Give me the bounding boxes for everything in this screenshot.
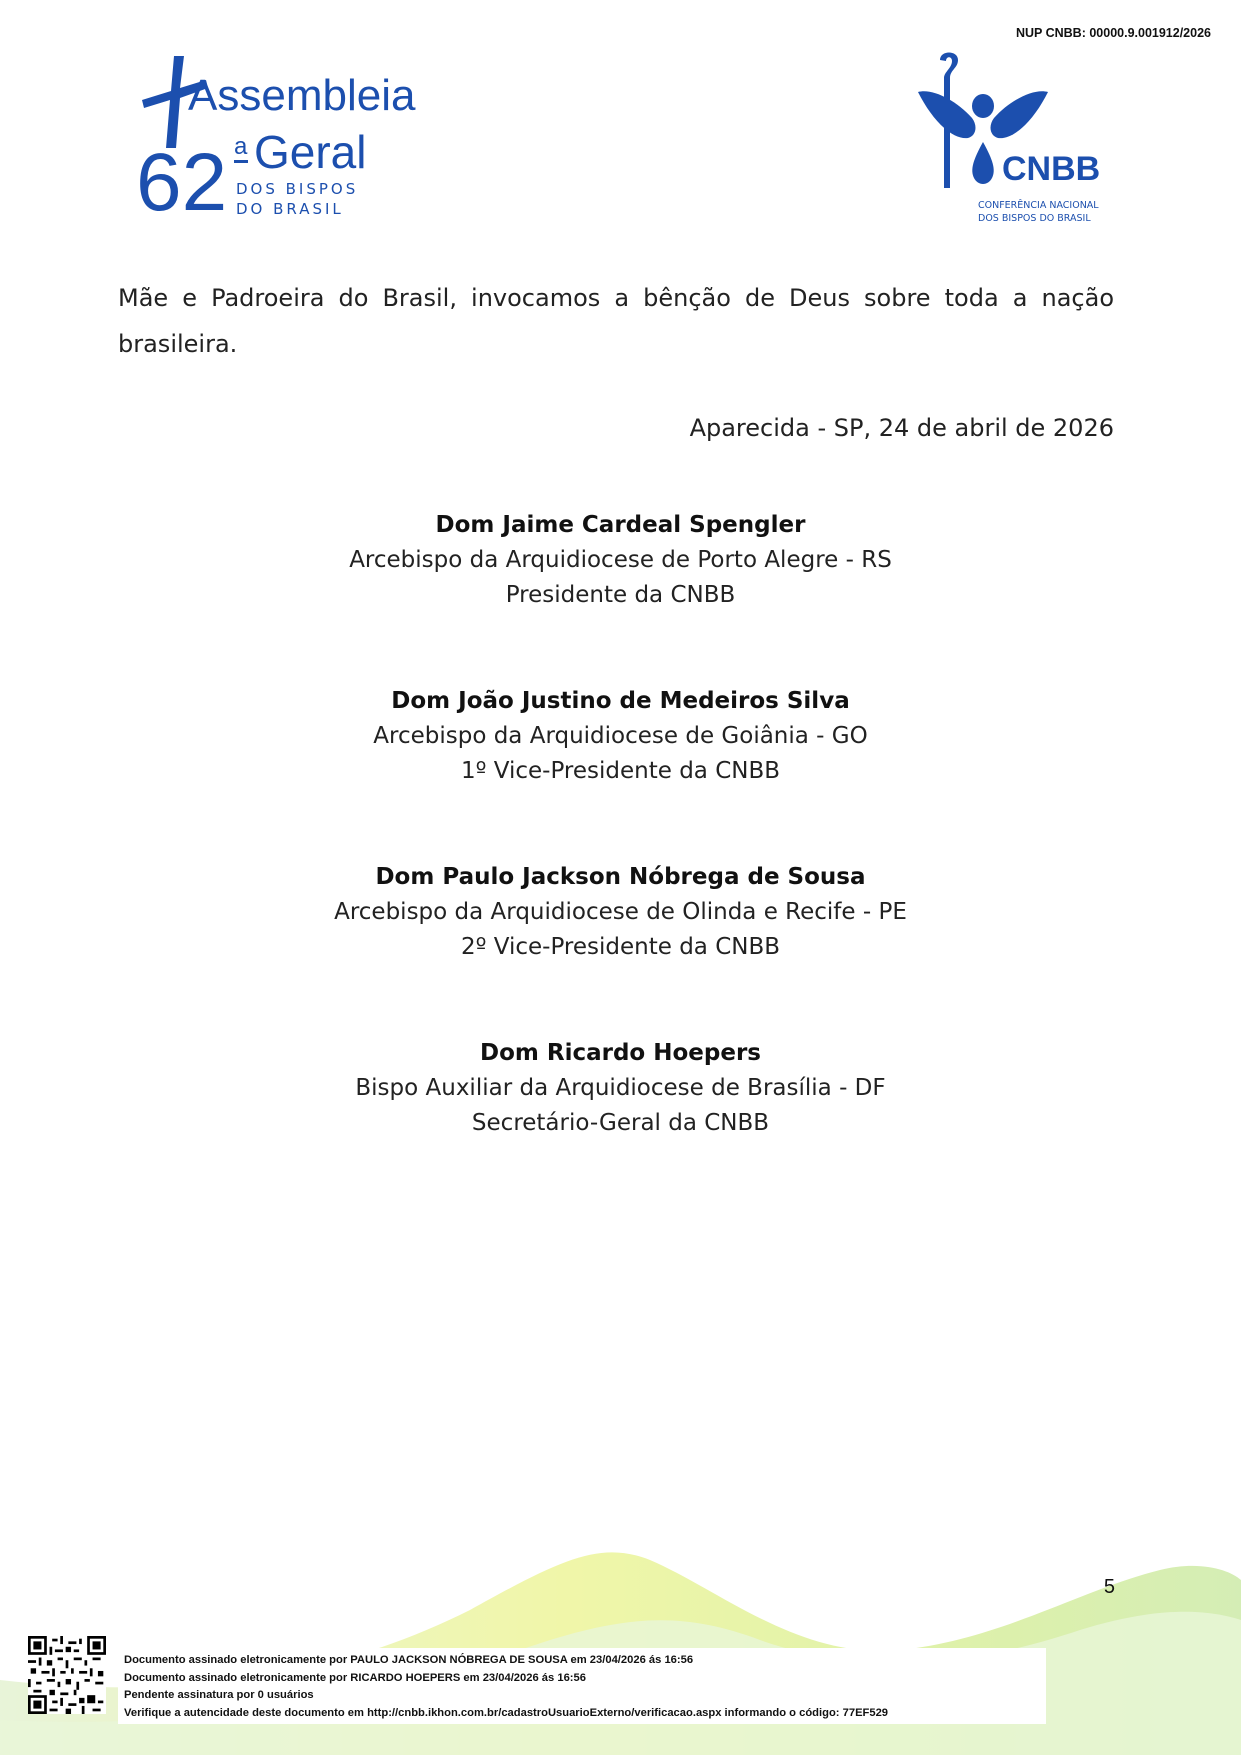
signer-name: Dom João Justino de Medeiros Silva [391, 688, 850, 714]
signature-block [0, 1036, 1241, 1141]
signer-name: Dom Paulo Jackson Nóbrega de Sousa [375, 864, 866, 890]
signer-role: Bispo Auxiliar da Arquidiocese de Brasília - DF [355, 1075, 886, 1101]
signer-title: 2º Vice-Presidente da CNBB [460, 934, 781, 960]
footer-line-signed-ricardo: Documento assinado eletronicamente por RICARDO HOEPERS em 23/04/2026 ás 16:56 [124, 1671, 586, 1684]
signature-block [0, 860, 1241, 965]
signer-name: Dom Ricardo Hoepers [480, 1040, 761, 1066]
signer-role: Arcebispo da Arquidiocese de Porto Alegre - RS [349, 547, 892, 573]
page-number: 5 [1103, 1576, 1115, 1598]
logo-text-geral: Geral [254, 126, 367, 178]
logo-text-assembleia: Assembleia [188, 71, 416, 120]
signature-block [0, 508, 1241, 613]
signer-name: Dom Jaime Cardeal Spengler [435, 512, 806, 538]
assembleia-logo [136, 48, 456, 228]
footer-line-signed-paulo: Documento assinado eletronicamente por PAULO JACKSON NÓBREGA DE SOUSA em 23/04/2026 ás 16:56 [124, 1654, 694, 1666]
logo-text-conferencia: CONFERÊNCIA NACIONAL [978, 200, 1099, 211]
footer-line-verify[interactable]: Verifique a autencidade deste documento em http://cnbb.ikhon.com.br/cadastroUsuarioExterno/verificacao.aspx informando o código: 77EF529 [124, 1706, 889, 1719]
dateline: Aparecida - SP, 24 de abril de 2026 [689, 414, 1114, 442]
signature-block [0, 684, 1241, 789]
logo-text-ordinal: a [234, 133, 248, 160]
signature-footer [124, 1652, 888, 1722]
signer-role: Arcebispo da Arquidiocese de Goiânia - GO [373, 723, 868, 749]
signer-title: Secretário-Geral da CNBB [471, 1110, 770, 1136]
signer-role: Arcebispo da Arquidiocese de Olinda e Recife - PE [334, 899, 907, 925]
footer-line-pending: Pendente assinatura por 0 usuários [124, 1689, 314, 1701]
qr-code-icon[interactable] [28, 1636, 106, 1714]
logo-text-number: 62 [136, 137, 228, 228]
logo-text-dos-bispos: DOS BISPOS [236, 180, 359, 198]
logo-text-cnbb: CNBB [1002, 150, 1101, 188]
signer-title: 1º Vice-Presidente da CNBB [460, 758, 781, 784]
logo-text-dos-bispos-brasil: DOS BISPOS DO BRASIL [978, 213, 1091, 224]
cnbb-logo [912, 48, 1122, 238]
signer-title: Presidente da CNBB [505, 582, 736, 608]
body-paragraph: Mãe e Padroeira do Brasil, invocamos a bênção de Deus sobre toda a nação brasileira. [118, 284, 1114, 358]
nup-number: NUP CNBB: 00000.9.001912/2026 [1015, 26, 1211, 40]
logo-text-do-brasil: DO BRASIL [236, 200, 344, 218]
